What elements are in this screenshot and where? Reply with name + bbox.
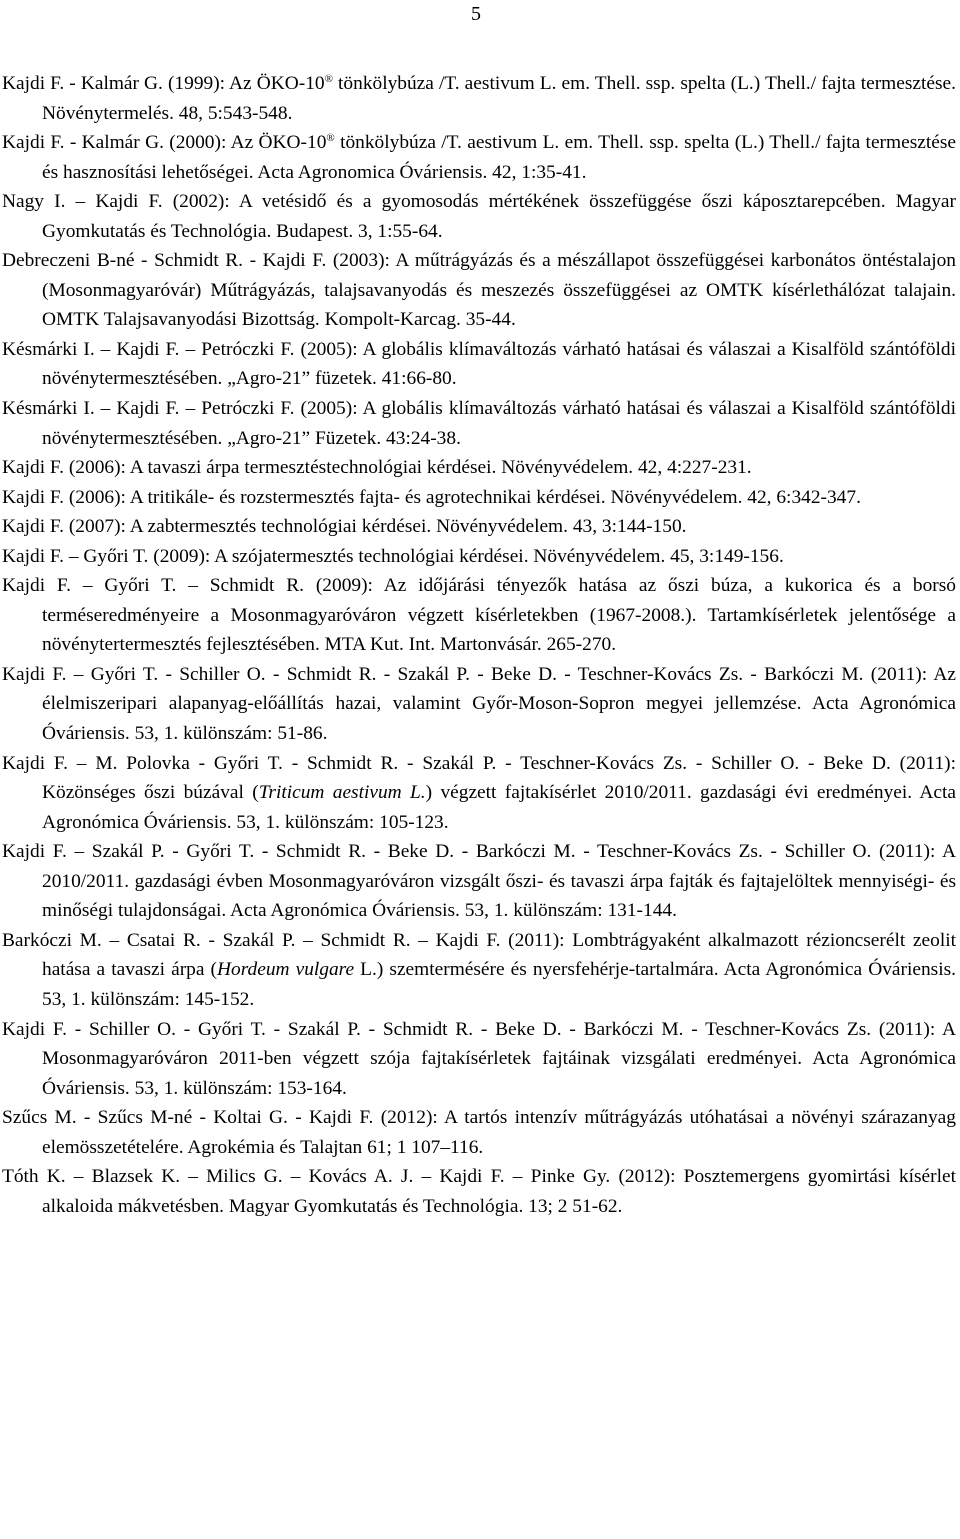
reference-entry: Barkóczi M. – Csatai R. - Szakál P. – Schmidt R. – Kajdi F. (2011): Lombtrágyaként alkalmazott rézioncserélt zeolit hatása a tavaszi árpa (Hordeum vulgare L.) szemtermésére és nyersfehérje-tartalmára. Acta Agronómica Óváriensis. 53, 1. különszám: 145-152. bbox=[2, 929, 956, 1010]
reference-entry: Kajdi F. (2007): A zabtermesztés technológiai kérdései. Növényvédelem. 43, 3:144-150. bbox=[2, 516, 687, 538]
reference-list bbox=[2, 69, 956, 1221]
registered-mark: ® bbox=[324, 73, 333, 85]
reference-entry: Kajdi F. – Győri T. - Schiller O. - Schmidt R. - Szakál P. - Beke D. - Teschner-Kovács Zs. - Barkóczi M. (2011): Az élelmiszeripari alapanyag-előállítás hazai, valamint Győr-Moson-Sopron megyei jellemzése. Acta Agronómica Óváriensis. 53, 1. különszám: 51-86. bbox=[2, 663, 956, 745]
page-number: 5 bbox=[471, 3, 481, 25]
reference-entry: Kajdi F. – Győri T. (2009): A szójatermesztés technológiai kérdései. Növényvédelem. 45, 3:149-156. bbox=[2, 545, 784, 567]
reference-entry: Tóth K. – Blazsek K. – Milics G. – Kovács A. J. – Kajdi F. – Pinke Gy. (2012): Posztemergens gyomirtási kísérlet alkaloida mákvetésben. Magyar Gyomkutatás és Technológia. 13; 2 51-62. bbox=[2, 1166, 956, 1217]
reference-entry: Kajdi F. - Kalmár G. (2000): Az ÖKO-10® tönkölybúza /T. aestivum L. em. Thell. ssp. spelta (L.) Thell./ fajta termesztése és hasznosítási lehetőségei. Acta Agronomica Óváriensis. 42, 1:35-41. bbox=[2, 132, 956, 183]
reference-entry: Kajdi F. (2006): A tavaszi árpa termesztéstechnológiai kérdései. Növényvédelem. 42, 4:227-231. bbox=[2, 457, 752, 479]
reference-entry: Kajdi F. (2006): A tritikále- és rozstermesztés fajta- és agrotechnikai kérdései. Növényvédelem. 42, 6:342-347. bbox=[2, 486, 861, 508]
reference-entry: Nagy I. – Kajdi F. (2002): A vetésidő és a gyomosodás mértékének összefüggése őszi káposztarepcében. Magyar Gyomkutatás és Technológia. Budapest. 3, 1:55-64. bbox=[2, 191, 956, 242]
reference-entry: Kajdi F. - Schiller O. - Győri T. - Szakál P. - Schmidt R. - Beke D. - Barkóczi M. - Teschner-Kovács Zs. (2011): A Mosonmagyaróváron 2011-ben végzett szója fajtakísérletek fajtáinak vizsgálati eredményei. Acta Agronómica Óváriensis. 53, 1. különszám: 153-164. bbox=[2, 1018, 956, 1099]
registered-mark: ® bbox=[326, 132, 335, 145]
reference-entry: Késmárki I. – Kajdi F. – Petróczki F. (2005): A globális klímaváltozás várható hatásai és válaszai a Kisalföld szántóföldi növénytermesztésében. „Agro-21” Füzetek. 43:24-38. bbox=[2, 398, 956, 449]
reference-entry: Szűcs M. - Szűcs M-né - Koltai G. - Kajdi F. (2012): A tartós intenzív műtrágyázás utóhatásai a növényi szárazanyag elemösszetételére. Agrokémia és Talajtan 61; 1 107–116. bbox=[2, 1107, 956, 1158]
reference-entry: Kajdi F. - Kalmár G. (1999): Az ÖKO-10® tönkölybúza /T. aestivum L. em. Thell. ssp. spelta (L.) Thell./ fajta termesztése. Növénytermelés. 48, 5:543-548. bbox=[2, 73, 956, 124]
reference-entry: Késmárki I. – Kajdi F. – Petróczki F. (2005): A globális klímaváltozás várható hatásai és válaszai a Kisalföld szántóföldi növénytermesztésében. „Agro-21” füzetek. 41:66-80. bbox=[2, 338, 956, 390]
reference-entry: Kajdi F. – M. Polovka - Győri T. - Schmidt R. - Szakál P. - Teschner-Kovács Zs. - Schiller O. - Beke D. (2011): Közönséges őszi búzával (Triticum aestivum L.) végzett fajtakísérlet 2010/2011. gazdasági évi eredményei. Acta Agronómica Óváriensis. 53, 1. különszám: 105-123. bbox=[2, 752, 956, 833]
species-name: Triticum aestivum L. bbox=[258, 782, 426, 804]
reference-entry: Debreczeni B-né - Schmidt R. - Kajdi F. (2003): A műtrágyázás és a mészállapot összefüggései karbonátos öntéstalajon (Mosonmagyaróvár) Műtrágyázás, talajsavanyodás és meszezés összefüggései az OMTK kísérlethálózat talajain. OMTK Talajsavanyodási Bizottság. Kompolt-Karcag. 35-44. bbox=[2, 250, 956, 331]
reference-entry: Kajdi F. – Győri T. – Schmidt R. (2009): Az időjárási tényezők hatása az őszi búza, a kukorica és a borsó terméseredményeire a Mosonmagyaróváron végzett kísérletekben (1967-2008.). Tartamkísérletek jelentősége a növénytertermesztés fejlesztésében. MTA Kut. Int. Martonvásár. 265-270. bbox=[2, 575, 956, 656]
species-name: Hordeum vulgare bbox=[217, 959, 355, 981]
reference-entry: Kajdi F. – Szakál P. - Győri T. - Schmidt R. - Beke D. - Barkóczi M. - Teschner-Kovács Zs. - Schiller O. (2011): A 2010/2011. gazdasági évben Mosonmagyaróváron vizsgált őszi- és tavaszi árpa fajták és fajtajelöltek mennyiségi- és minőségi tulajdonságai. Acta Agronómica Óváriensis. 53, 1. különszám: 131-144. bbox=[2, 841, 956, 922]
